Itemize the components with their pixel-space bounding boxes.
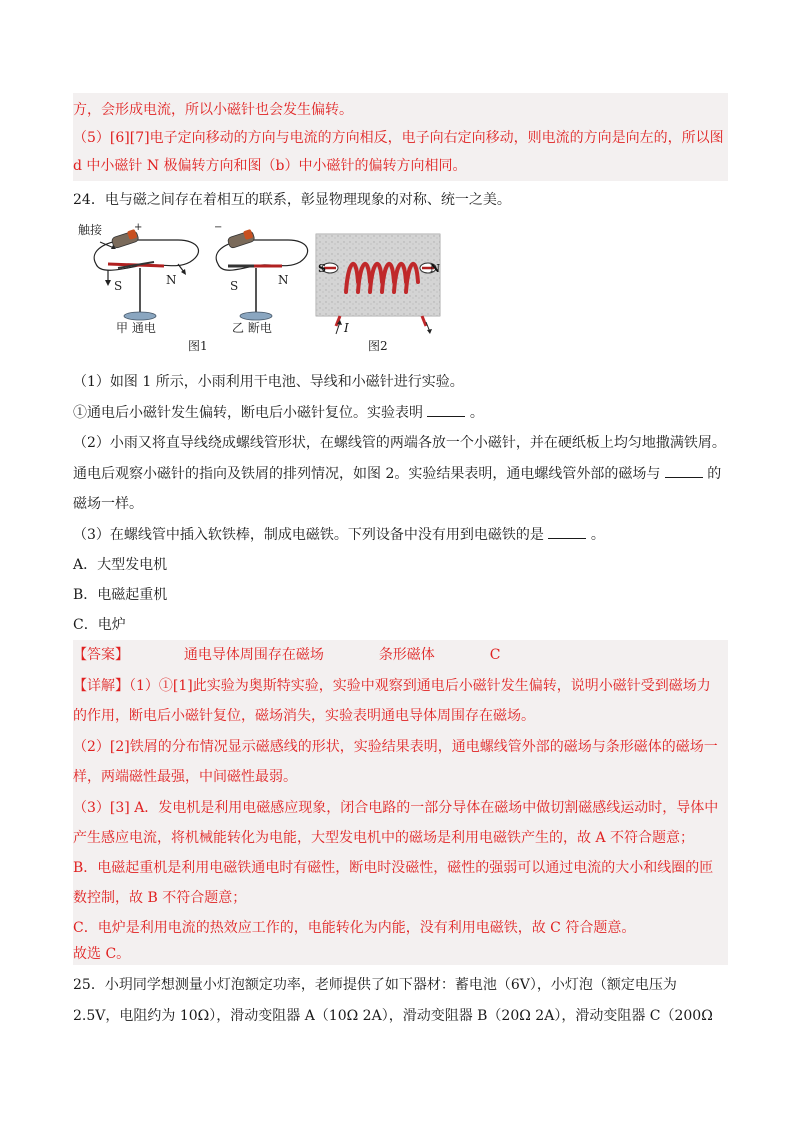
answer-label: 【答案】 [73,647,129,663]
answer-2: 条形磁体 [378,647,435,663]
prev-answer-line-3: d 中小磁针 N 极偏转方向和图（b）中小磁针的偏转方向相同。 [73,158,467,174]
q25-line-1: 25．小玥同学想测量小灯泡额定功率，老师提供了如下器材：蓄电池（6V），小灯泡（额定电压为 [73,977,677,993]
answer-blank-3 [548,524,586,539]
label-touch: 触接 [78,223,103,237]
detail-line-6: 产生感应电流，将机械能转化为电能，大型发电机中的磁场是利用电磁铁产生的，故 A 不符合题意； [73,830,695,846]
label-s-a: S [114,279,123,293]
circuit-a-icon [94,229,198,320]
q24-part2b-text: 通电后观察小磁针的指向及铁屑的排列情况，如图 2。实验结果表明，通电螺线管外部的磁场与 [73,466,661,482]
q24-part1a-end: 。 [469,405,484,421]
solenoid-photo [316,234,440,334]
detail-line-8: 数控制，故 B 不符合题意； [73,890,247,906]
label-n-b: N [278,273,289,287]
answer-blank-1 [427,402,465,417]
fig2-caption: 图2 [368,339,388,353]
circuit-b-icon [216,229,307,320]
option-b: B．电磁起重机 [73,587,168,603]
q24-part1a [73,402,484,423]
coil-label-s: S [318,262,326,275]
detail-line-1 [73,676,711,696]
q24-part2a: （2）小雨又将直导线绕成螺线管形状，在螺线管的两端各放一个小磁针，并在硬纸板上均匀地撒满铁屑。 [73,435,726,451]
minus-b: − [214,222,223,233]
q24-part3-end: 。 [590,527,605,543]
answer-line [73,645,500,665]
answer-1: 通电导体周围存在磁场 [183,647,324,663]
prev-answer-line-1: 方，会形成电流，所以小磁针也会发生偏转。 [73,102,353,118]
detail-line-7: B．电磁起重机是利用电磁铁通电时有磁性，断电时没磁性，磁性的强弱可以通过电流的大小和线圈的匝 [73,860,714,876]
q24-part1: （1）如图 1 所示，小雨利用干电池、导线和小磁针进行实验。 [73,374,464,390]
detail-line-4: 样，两端磁性最强，中间磁性最弱。 [73,769,297,785]
label-s-b: S [230,279,239,293]
detail-line-9: C．电炉是利用电流的热效应工作的，电能转化为内能，没有利用电磁铁，故 C 符合题意。 [73,920,636,936]
q24-part3 [73,524,605,545]
current-label: I [344,321,349,335]
detail-line-2: 的作用，断电后小磁针复位，磁场消失，实验表明通电导体周围存在磁场。 [73,708,535,724]
detail-label: 【详解】 [73,678,129,694]
q24-part2b-end: 的 [707,466,722,482]
detail-1: （1）①[1]此实验为奥斯特实验，实验中观察到通电后小磁针发生偏转，说明小磁针受到磁场力 [129,678,711,694]
option-c: C．电炉 [73,617,126,633]
answer-3: C [489,647,501,663]
label-n-a: N [166,273,177,287]
experiment-illustration [78,222,448,354]
q25-line-2: 2.5V，电阻约为 10Ω），滑动变阻器 A（10Ω 2A），滑动变阻器 B（20Ω 2A），滑动变阻器 C（200Ω [73,1008,713,1024]
q24-stem: 24．电与磁之间存在着相互的联系，彰显物理现象的对称、统一之美。 [73,192,511,208]
option-a: A．大型发电机 [73,557,168,573]
q24-figure [78,222,448,358]
fig1-caption: 图1 [188,339,208,353]
coil-label-n: N [430,262,441,275]
prev-answer-line-2: （5）[6][7]电子定向移动的方向与电流的方向相反，电子向右定向移动，则电流的方向是向左的，所以图 [73,130,724,146]
q24-part3-text: （3）在螺线管中插入软铁棒，制成电磁铁。下列设备中没有用到电磁铁的是 [73,527,544,543]
caption-a: 甲 通电 [116,321,156,335]
q24-part2c: 磁场一样。 [73,496,143,512]
caption-b: 乙 断电 [232,321,272,335]
plus-a: + [134,222,143,233]
q24-part2b [73,463,721,484]
q24-part1a-text: ①通电后小磁针发生偏转，断电后小磁针复位。实验表明 [73,405,423,421]
detail-line-10: 故选 C。 [73,946,131,962]
detail-line-3: （2）[2]铁屑的分布情况显示磁感线的形状，实验结果表明，通电螺线管外部的磁场与条形磁体的磁场一 [73,739,718,755]
detail-line-5: （3）[3] A．发电机是利用电磁感应现象，闭合电路的一部分导体在磁场中做切割磁感线运动时，导体中 [73,800,719,816]
answer-blank-2 [665,463,703,478]
